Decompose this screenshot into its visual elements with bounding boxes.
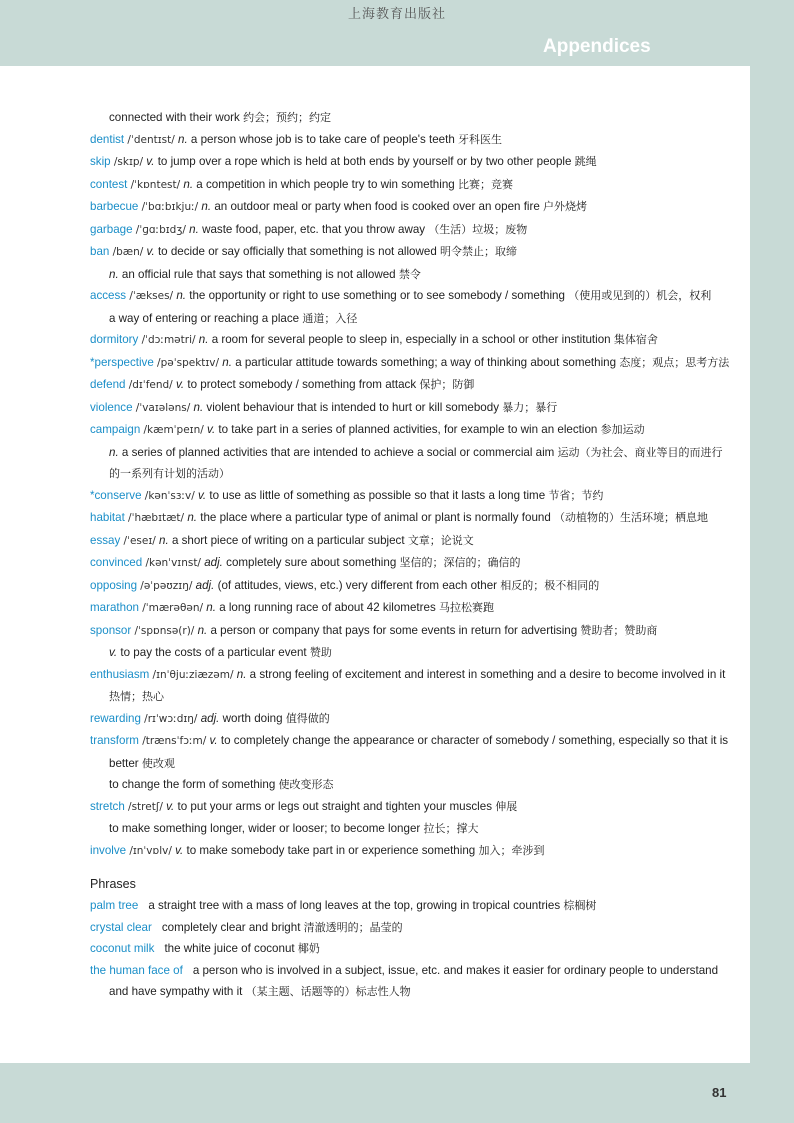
entry-part-of-speech: v. [198,488,207,502]
entry-pronunciation: /dɪˈfend/ [128,379,173,391]
entry-translation: 相反的；极不相同的 [500,578,600,592]
phrase-entry [90,938,730,960]
entry-headword: access [90,289,127,302]
entry-translation: 保护；防御 [419,378,475,391]
entry [90,107,730,129]
entry-pronunciation: /ɪnˈθjuːziæzəm/ [152,668,234,681]
entry-part-of-speech: v. [146,245,155,258]
entry-pronunciation: /ˈdentɪst/ [127,133,175,146]
entry-part-of-speech: n. [178,132,188,146]
entry-definition: a person or company that pays for some events in return for advertising [210,623,578,637]
entry [90,264,730,286]
entry-pronunciation: /skɪp/ [113,156,144,168]
entry [90,397,730,420]
entry-translation: 暴力；暴行 [502,400,558,414]
entry [90,329,730,352]
entry-headword: enthusiasm [90,667,150,681]
entry-translation: （动植物的）生活环境；栖息地 [554,511,709,524]
entry-translation: （生活）垃圾；废物 [428,222,528,236]
entry [90,642,730,664]
entry [90,308,730,330]
entry-headword: *conserve [90,488,142,502]
phrase-term: crystal clear [90,920,152,934]
entry-part-of-speech: v. [175,378,185,391]
entry-headword: convinced [90,556,143,569]
entry-pronunciation: /kənˈsɜːv/ [144,489,195,502]
phrase-entry [90,960,730,1003]
entry-definition: violent behaviour that is intended to hurt or kill somebody [206,400,499,414]
entry [90,129,730,152]
entry-headword: campaign [90,423,141,436]
entry-part-of-speech: adj. [200,711,220,725]
entry-headword: dormitory [90,333,139,346]
entry [90,485,730,508]
entry [90,708,730,731]
entry [90,796,730,819]
entry-headword: sponsor [90,623,132,637]
entry-pronunciation: /ˈɡɑːbɪdʒ/ [135,223,186,236]
entry-definition: to protect somebody / something from attack [187,378,417,391]
entry-translation: 坚信的；深信的；确信的 [399,556,521,569]
entry [90,219,730,242]
section-title: Appendices [543,36,651,57]
entry-sub-translation: 通道；入径 [302,311,358,325]
entry-definition: worth doing [222,711,283,725]
entry-translation: 赞助者；赞助商 [580,623,658,637]
entry [90,241,730,264]
entry-list [90,107,730,862]
entry-sub-definition: to change the form of something [109,778,276,791]
entry-part-of-speech: n. [197,623,208,637]
entry [90,419,730,442]
entry-pronunciation: /kənˈvɪnst/ [145,557,201,569]
entry [90,552,730,575]
entry-part-of-speech: v. [146,155,155,168]
entry [90,575,730,598]
entry-definition: a particular attitude towards something; a way of thinking about something [235,355,617,369]
entry-headword: opposing [90,578,138,592]
entry-pronunciation: /ˈækses/ [129,290,174,302]
entry-pronunciation: /ˈhæbɪtæt/ [128,512,185,524]
entry-headword: habitat [90,511,125,524]
entry-headword: violence [90,400,133,414]
entry-part-of-speech: v. [209,734,218,747]
entry-pronunciation: /kæmˈpeɪn/ [143,424,204,436]
entry [90,196,730,219]
entry-definition: to take part in a series of planned activities, for example to win an election [218,423,598,436]
entry [90,840,730,863]
entry-headword: stretch [90,799,125,813]
entry-definition: to put your arms or legs out straight and tighten your muscles [177,799,493,813]
phrase-translation: （某主题、话题等的）标志性人物 [245,985,411,998]
entry-part-of-speech: n. [201,200,212,213]
entry-headword: rewarding [90,711,141,725]
entry-translation: 加入；牵涉到 [478,843,545,857]
phrase-definition: a straight tree with a mass of long leaves at the top, growing in tropical countries [148,899,561,912]
entry-definition: to use as little of something as possible so that it lasts a long time [209,488,546,502]
entry-pronunciation: /ɪnˈvɒlv/ [129,844,172,857]
phrase-definition: the white juice of coconut [164,942,295,955]
entry [90,151,730,174]
entry-pronunciation: /ˈvaɪələns/ [135,401,191,414]
entry-translation: 态度；观点；思考方法 [619,355,730,369]
entry-part-of-speech: adj. [195,578,215,592]
entry-definition: to make somebody take part in or experience something [186,843,476,857]
entry-translation: 户外烧烤 [543,200,588,213]
phrase-entry [90,895,730,917]
entry [90,597,730,620]
entry-sub-part-of-speech: n. [109,267,119,281]
entry-definition: the place where a particular type of animal or plant is normally found [200,511,551,524]
entry-translation: 跳绳 [574,155,597,168]
page-number: 81 [712,1085,727,1100]
entry-part-of-speech: n. [189,222,199,236]
phrase-list [90,895,730,1003]
entry-part-of-speech: n. [187,511,197,524]
entry-pronunciation: /ˈspɒnsə(r)/ [134,624,195,637]
entry-sub-definition: an official rule that says that something is not allowed [121,267,396,281]
entry-translation: 热情；热心 [109,690,164,703]
entry [90,442,730,485]
entry-part-of-speech: v. [207,423,216,436]
entry-translation: 文章；论说文 [407,533,474,547]
entry-part-of-speech: n. [159,533,169,547]
entry-part-of-speech: n. [176,289,186,302]
entry [90,285,730,308]
entry-translation: 约会；预约；约定 [243,111,332,124]
entry-translation: （使用或见到的）机会，权利 [568,289,712,302]
entry-headword: dentist [90,132,125,146]
entry-part-of-speech: n. [206,601,216,614]
entry-pronunciation: /rɪˈwɔːdɪŋ/ [144,712,198,725]
entry-definition: the opportunity or right to use something or to see somebody / something [189,289,565,302]
entry-sub-definition: a way of entering or reaching a place [109,311,300,325]
glossary-content [90,107,730,1003]
entry [90,620,730,643]
entry-definition: a competition in which people try to win something [196,177,455,191]
entry-headword: essay [90,533,121,547]
entry [90,530,730,553]
entry-definition: a room for several people to sleep in, especially in a school or other institution [211,333,611,346]
entry-part-of-speech: n. [183,177,194,191]
entry-headword: transform [90,734,139,747]
entry-sub-definition: to make something longer, wider or looser; to become longer [109,822,421,835]
phrase-term: coconut milk [90,942,155,955]
entry-sub-translation: 禁令 [398,267,421,281]
entry [90,352,730,375]
entry-definition: a strong feeling of excitement and interest in something and a desire to become involved in it [249,667,726,681]
entry-headword: contest [90,177,128,191]
entry-sub-part-of-speech: v. [109,646,118,659]
phrase-definition: completely clear and bright [161,920,301,934]
entry-sub-translation: 使改变形态 [278,778,334,791]
entry-definition: (of attitudes, views, etc.) very different from each other [217,578,498,592]
entry-translation: 参加运动 [600,423,645,436]
entry-sub-translation: 运动（为社会、商业等目的而进行的一系列有计划的活动） [109,445,723,480]
entry-definition: a short piece of writing on a particular subject [171,533,405,547]
phrase-translation: 清澈透明的；晶莹的 [303,920,403,934]
entry-continuation: connected with their work [109,111,240,124]
entry-sub-translation: 赞助 [309,646,332,659]
entry-part-of-speech: n. [193,400,204,414]
entry-translation: 明令禁止；取缔 [440,245,518,258]
entry-headword: ban [90,245,110,258]
entry-headword: involve [90,843,127,857]
phrase-definition: a person who is involved in a subject, issue, etc. and makes it easier for ordinary people to understand and have sympathy with it [109,963,719,998]
entry-part-of-speech: adj. [204,556,223,569]
entry-translation: 马拉松赛跑 [438,601,494,614]
entry-pronunciation: /ˈkɒntest/ [130,178,181,191]
entry-pronunciation: /trænsˈfɔːm/ [142,735,207,747]
entry-sub-definition: to pay the costs of a particular event [120,646,307,659]
entry-definition: a person whose job is to take care of people's teeth [190,132,455,146]
entry-pronunciation: /ˈmærəθən/ [142,602,204,614]
entry-headword: barbecue [90,200,139,213]
entry-definition: waste food, paper, etc. that you throw away [202,222,426,236]
entry-translation: 节省；节约 [548,488,604,502]
entry-pronunciation: /ˈdɔːmətri/ [141,334,196,346]
entry [90,730,730,774]
phrase-translation: 棕榈树 [563,899,597,912]
entry-sub-translation: 拉长；撑大 [423,822,479,835]
entry-part-of-speech: v. [175,843,184,857]
entry [90,664,730,708]
entry-translation: 比赛；竞赛 [457,177,513,191]
entry-pronunciation: /stretʃ/ [128,800,163,813]
entry-headword: skip [90,155,111,168]
entry-definition: to completely change the appearance or character of somebody / something, especially so that it is better [109,734,729,770]
entry-part-of-speech: n. [222,355,232,369]
entry-part-of-speech: n. [236,667,247,681]
entry-translation: 伸展 [495,799,518,813]
entry-headword: *perspective [90,355,154,369]
entry-definition: to decide or say officially that something is not allowed [157,245,437,258]
page-corner-fold [754,0,794,170]
entry-sub-definition: a series of planned activities that are intended to achieve a social or commercial aim [121,445,555,459]
entry-pronunciation: /pəˈspektɪv/ [157,356,220,369]
phrase-term: palm tree [90,899,139,912]
entry-headword: garbage [90,222,133,236]
phrases-heading: Phrases [90,877,136,891]
entry-part-of-speech: v. [166,799,175,813]
entry-definition: an outdoor meal or party when food is cooked over an open fire [214,200,540,213]
entry-definition: a long running race of about 42 kilometres [219,601,436,614]
entry-translation: 使改观 [141,756,175,770]
phrase-term: the human face of [90,963,183,977]
entry [90,818,730,840]
entry-pronunciation: /bæn/ [112,246,144,258]
entry [90,507,730,530]
entry [90,174,730,197]
phrase-translation: 椰奶 [297,942,320,955]
entry-pronunciation: /ˈbɑːbɪkjuː/ [141,201,199,213]
publisher-name: 上海教育出版社 [347,7,446,22]
entry [90,374,730,397]
entry-translation: 值得做的 [285,711,330,725]
entry-translation: 集体宿舍 [613,333,658,346]
entry-translation: 牙科医生 [458,132,503,146]
entry-headword: marathon [90,601,139,614]
entry-part-of-speech: n. [198,333,209,346]
entry-definition: completely sure about something [226,556,397,569]
entry-pronunciation: /əˈpəʊzɪŋ/ [140,579,193,592]
entry-pronunciation: /ˈeseɪ/ [123,534,156,547]
entry-headword: defend [90,378,126,391]
entry-definition: to jump over a rope which is held at both ends by yourself or by two other people [157,155,572,168]
entry-sub-part-of-speech: n. [109,445,119,459]
phrase-entry [90,917,730,939]
entry [90,774,730,796]
